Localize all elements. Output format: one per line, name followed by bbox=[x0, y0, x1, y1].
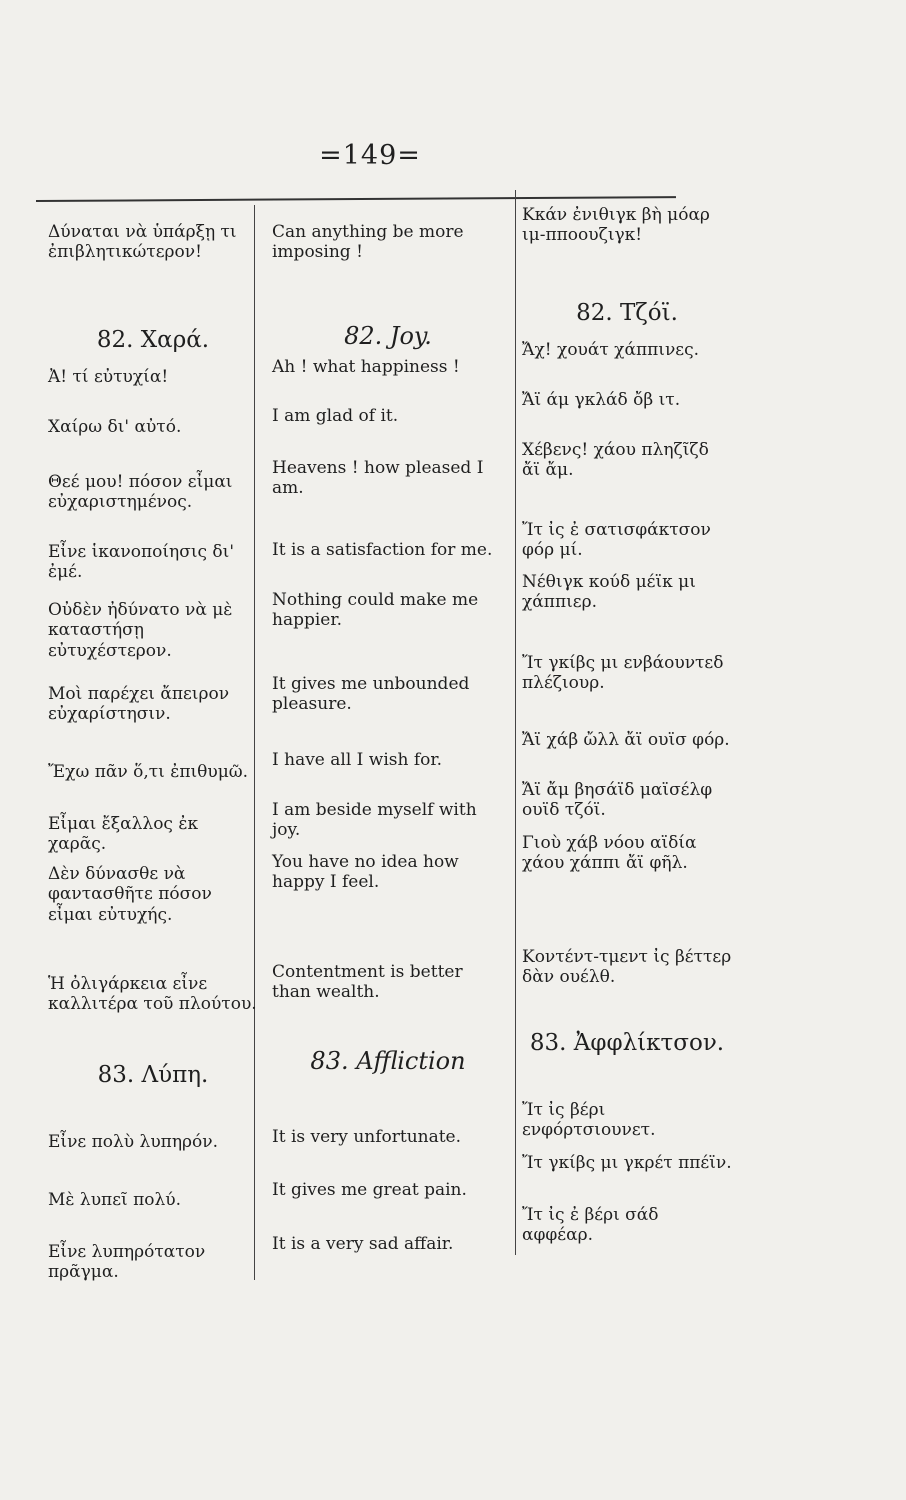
transliteration-phrase: Γιοὺ χάβ νόου αϊδία χάου χάππι ἄϊ φῆλ. bbox=[522, 833, 697, 874]
transliteration-phrase: Ἄϊ χάβ ὤλλ ἄϊ ουϊσ φόρ. bbox=[522, 730, 730, 750]
transliteration-section-heading: 82. Τζόϊ. bbox=[576, 300, 678, 326]
english-phrase: Ah ! what happiness ! bbox=[272, 357, 460, 377]
transliteration-phrase: Ἄϊ άμ γκλάδ ὄβ ιτ. bbox=[522, 390, 681, 410]
english-section-heading: 83. Affliction bbox=[310, 1047, 466, 1075]
transliteration-phrase: Νέθιγκ κούδ μέϊκ μι χάππιερ. bbox=[522, 572, 696, 613]
column-divider-right bbox=[515, 190, 516, 1255]
english-phrase: Heavens ! how pleased I am. bbox=[272, 458, 484, 499]
greek-phrase: Εἶνε λυπηρότατον πρᾶγμα. bbox=[48, 1242, 206, 1283]
greek-phrase: Μὲ λυπεῖ πολύ. bbox=[48, 1190, 182, 1210]
english-phrase: I am beside myself with joy. bbox=[272, 800, 477, 841]
english-phrase: I am glad of it. bbox=[272, 406, 399, 426]
english-phrase: Nothing could make me happier. bbox=[272, 590, 479, 631]
greek-phrase: Εἶνε πολὺ λυπηρόν. bbox=[48, 1132, 218, 1152]
transliteration-section-heading: 83. Ἀφφλίκτσον. bbox=[529, 1030, 725, 1056]
transliteration-phrase: Χέβενς! χάου πληζῖζδ ἄϊ ἄμ. bbox=[522, 440, 709, 481]
english-phrase: It gives me unbounded pleasure. bbox=[272, 674, 470, 715]
greek-phrase: Χαίρω δι' αὐτό. bbox=[48, 417, 182, 437]
english-phrase: Can anything be more imposing ! bbox=[272, 222, 464, 263]
greek-section-heading: 82. Χαρά. bbox=[96, 327, 210, 353]
english-phrase: It is a very sad affair. bbox=[272, 1234, 454, 1254]
english-phrase: You have no idea how happy I feel. bbox=[272, 852, 459, 893]
greek-phrase: Εἶμαι ἔξαλλος ἐκ χαρᾶς. bbox=[48, 814, 199, 855]
english-phrase: Contentment is better than wealth. bbox=[272, 962, 463, 1003]
transliteration-phrase: Ἄϊ ἄμ βησάϊδ μαϊσέλφ ουϊδ τζόϊ. bbox=[522, 780, 713, 821]
english-phrase: It is a satisfaction for me. bbox=[272, 540, 493, 560]
transliteration-phrase: Ἄχ! χουάτ χάππινες. bbox=[522, 340, 700, 360]
transliteration-phrase: Ἴτ ἰς ἐ σατισφάκτσον φόρ μί. bbox=[522, 520, 711, 561]
transliteration-phrase: Ἴτ ἰς ἐ βέρι σάδ αφφέαρ. bbox=[522, 1205, 659, 1246]
greek-phrase: Εἶνε ἱκανοποίησις δι' ἐμέ. bbox=[48, 542, 234, 583]
transliteration-phrase: Κκάν ἐνιθιγκ βὴ μόαρ ιμ-πποουζιγκ! bbox=[522, 205, 710, 246]
greek-phrase: Ἔχω πᾶν ὅ,τι ἐπιθυμῶ. bbox=[48, 762, 249, 782]
transliteration-phrase: Ἴτ γκίβς μι γκρέτ ππέϊν. bbox=[522, 1153, 732, 1173]
english-phrase: I have all I wish for. bbox=[272, 750, 443, 770]
greek-section-heading: 83. Λύπη. bbox=[97, 1062, 209, 1088]
english-section-heading: 82. Joy. bbox=[344, 322, 432, 350]
header-rule bbox=[36, 196, 676, 202]
page-number: =149= bbox=[319, 140, 421, 171]
transliteration-phrase: Κοντέντ-τμεντ ἰς βέττερ δὰν ουέλθ. bbox=[522, 947, 732, 988]
greek-phrase: Ἡ ὀλιγάρκεια εἶνε καλλιτέρα τοῦ πλούτου. bbox=[48, 974, 257, 1015]
transliteration-phrase: Ἴτ ἰς βέρι ενφόρτσιουνετ. bbox=[522, 1100, 656, 1141]
english-phrase: It is very unfortunate. bbox=[272, 1127, 462, 1147]
english-phrase: It gives me great pain. bbox=[272, 1180, 467, 1200]
greek-phrase: Οὐδὲν ἠδύνατο νὰ μὲ καταστήσῃ εὐτυχέστερον. bbox=[48, 600, 233, 661]
greek-phrase: Μοὶ παρέχει ἄπειρον εὐχαρίστησιν. bbox=[48, 684, 230, 725]
greek-phrase: Δύναται νὰ ὑπάρξῃ τι ἐπιβλητικώτερον! bbox=[48, 222, 237, 263]
greek-phrase: Ἀ! τί εὐτυχία! bbox=[48, 367, 169, 387]
greek-phrase: Θεέ μου! πόσον εἶμαι εὐχαριστημένος. bbox=[48, 472, 233, 513]
greek-phrase: Δὲν δύνασθε νὰ φαντασθῆτε πόσον εἶμαι εὐτυχής. bbox=[48, 864, 212, 925]
transliteration-phrase: Ἴτ γκίβς μι ενβάουντεδ πλέζιουρ. bbox=[522, 653, 724, 694]
